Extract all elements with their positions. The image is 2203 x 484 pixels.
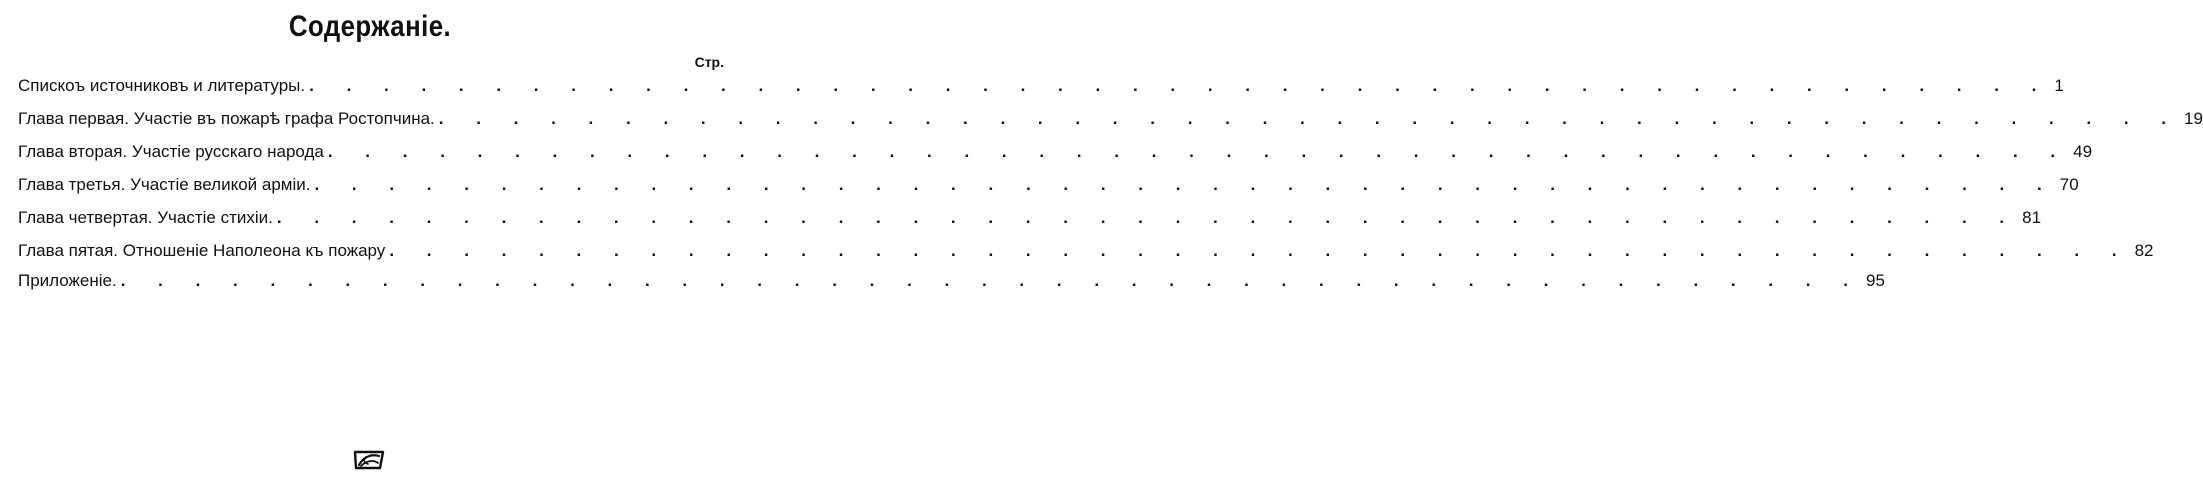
toc-entry-page: 1 — [2054, 76, 2064, 95]
toc-entry-page: 95 — [1865, 271, 1885, 290]
toc-entry-text: Глава пятая. Отношеніе Наполеона къ пожару — [18, 241, 386, 260]
toc-entry-text: Глава первая. Участіе въ пожарѣ графа Ростопчина. — [18, 109, 435, 128]
toc-leader-dots: . . . . . . . . . . . . . . . . . . . . . . . . . . . . . . . . . . . . . . . . . . . . . . . — [327, 142, 2070, 161]
toc-entry-text: Глава вторая. Участіе русскаго народа — [18, 142, 324, 161]
toc-leader-dots: . . . . . . . . . . . . . . . . . . . . . . . . . . . . . . . . . . . . . . . . . . . . . . . — [120, 271, 1862, 290]
toc-entry-page: 70 — [2059, 175, 2079, 194]
toc-entry-page: 82 — [2134, 241, 2154, 260]
toc-entry-page: 19 — [2184, 109, 2203, 128]
toc-entry — [18, 142, 2093, 175]
toc-entry-text: Спискоъ источниковъ и литературы. — [18, 76, 306, 95]
toc-leader-dots: . . . . . . . . . . . . . . . . . . . . . . . . . . . . . . . . . . . . . . . . . . . . . . . — [314, 175, 2056, 194]
toc-entry-page: 81 — [2022, 208, 2042, 227]
toc-entry-text: Приложеніе. — [18, 271, 117, 290]
toc-entry — [18, 241, 2154, 271]
page-column-label: Стр. — [694, 54, 724, 70]
fleuron-icon — [352, 448, 386, 472]
toc-entry-text: Глава четвертая. Участіе стихіи. — [18, 208, 273, 227]
page-title: Содержаніе. — [288, 10, 452, 43]
toc-entry — [18, 271, 1885, 304]
toc-leader-dots: . . . . . . . . . . . . . . . . . . . . . . . . . . . . . . . . . . . . . . . . . . . . . . . — [276, 208, 2019, 227]
toc-leader-dots: . . . . . . . . . . . . . . . . . . . . . . . . . . . . . . . . . . . . . . . . . . . . . . . — [389, 241, 2131, 260]
table-of-contents — [18, 76, 2203, 304]
toc-entry — [18, 208, 2042, 241]
toc-leader-dots: . . . . . . . . . . . . . . . . . . . . . . . . . . . . . . . . . . . . . . . . . . . . . . . — [438, 109, 2181, 128]
toc-entry — [18, 76, 2064, 109]
toc-entry-page: 49 — [2073, 142, 2093, 161]
toc-entry-text: Глава третья. Участіе великой арміи. — [18, 175, 311, 194]
toc-entry — [18, 175, 2079, 208]
toc-leader-dots: . . . . . . . . . . . . . . . . . . . . . . . . . . . . . . . . . . . . . . . . . . . . . . . — [309, 76, 2051, 95]
toc-entry — [18, 109, 2203, 142]
